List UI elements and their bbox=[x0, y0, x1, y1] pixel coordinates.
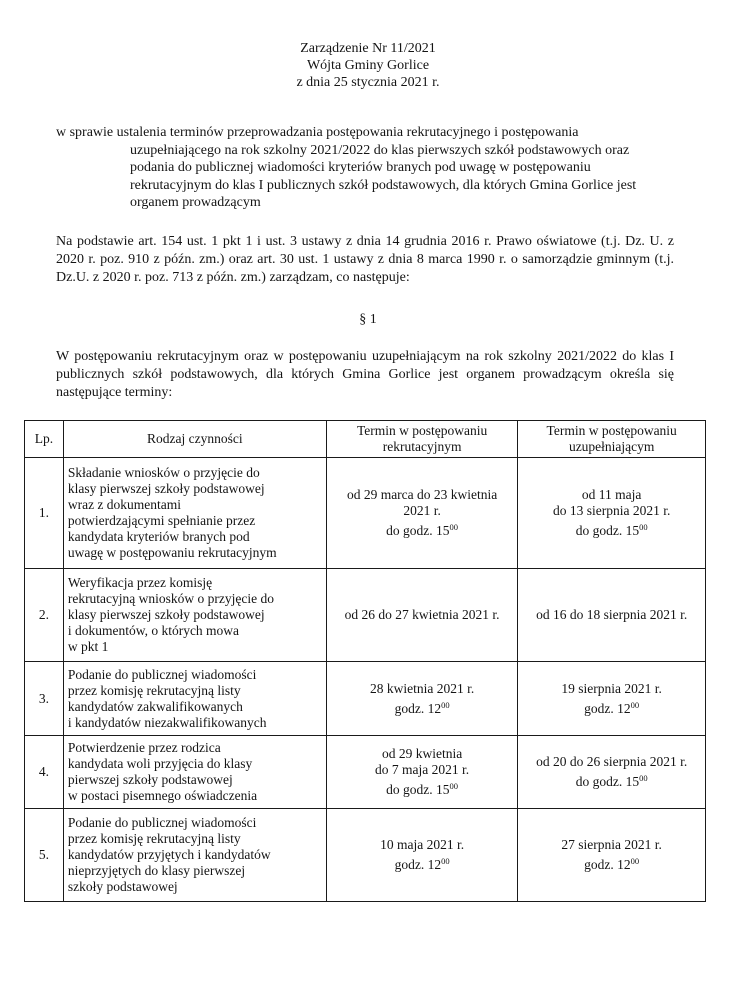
paragraph-mark: § 1 bbox=[359, 312, 377, 327]
supplementary-term-time-minutes: 00 bbox=[639, 522, 648, 532]
recruitment-term-time-minutes: 00 bbox=[441, 699, 450, 710]
supplementary-term-date: od 16 do 18 sierpnia 2021 r. bbox=[536, 607, 688, 622]
supplementary-term bbox=[518, 458, 706, 569]
header-recruitment: Termin w postępowaniu rekrutacyjnym bbox=[326, 421, 517, 458]
recruitment-term-time-minutes: 00 bbox=[441, 856, 450, 866]
table-row bbox=[25, 458, 706, 569]
supplementary-term-time-text: godz. 12 bbox=[584, 857, 631, 872]
supplementary-term-date: od 11 maja do 13 sierpnia 2021 r. bbox=[552, 487, 671, 518]
recruitment-term-date: od 26 do 27 kwietnia 2021 r. bbox=[344, 607, 500, 622]
supplementary-term bbox=[518, 809, 706, 902]
row-number: 3. bbox=[25, 662, 64, 736]
legal-basis: Na podstawie art. 154 ust. 1 pkt 1 i ust. 3 ustawy z dnia 14 grudnia 2016 r. Prawo oświatowe (t.j. Dz. U. z 2020 r. poz. 910 z późn. zm.) oraz art. 30 ust. 1 ustawy z dnia 8 marca 1990 r. o samorządzie gminnym (t.j. Dz.U. z 2020 r. poz. 713 z późn. zm.) zarządzam, co następuje: bbox=[56, 234, 674, 285]
supplementary-term-time bbox=[522, 853, 701, 873]
supplementary-term bbox=[518, 662, 706, 736]
document-header bbox=[0, 40, 736, 91]
supplementary-term-date: 19 sierpnia 2021 r. bbox=[561, 680, 662, 696]
supplementary-term-time-minutes: 00 bbox=[630, 699, 640, 710]
table-row bbox=[25, 736, 706, 809]
paragraph-intro: W postępowaniu rekrutacyjnym oraz w postępowaniu uzupełniającym na rok szkolny 2021/2022 do klas I publicznych szkół podstawowych, dla których Gmina Gorlice jest organem prowadzącym określa się następujące terminy: bbox=[56, 349, 674, 400]
supplementary-term-time-minutes: 00 bbox=[630, 856, 640, 866]
supplementary-term-time bbox=[522, 770, 701, 790]
recruitment-term-time bbox=[331, 519, 513, 539]
supplementary-term bbox=[518, 569, 706, 662]
supplementary-term-time bbox=[522, 697, 701, 717]
recruitment-term bbox=[326, 809, 517, 902]
row-activity: Składanie wniosków o przyjęcie do klasy pierwszej szkoły podstawowej wraz z dokumentami potwierdzającymi spełnianie przez kandydata kryteriów branych pod uwagę w postępowaniu rekrutacyjnym bbox=[63, 458, 326, 569]
recruitment-term-date: od 29 marca do 23 kwietnia 2021 r. bbox=[346, 487, 498, 518]
header-supplementary: Termin w postępowaniu uzupełniającym bbox=[518, 421, 706, 458]
subject-first-line: w sprawie ustalenia terminów przeprowadzania postępowania rekrutacyjnego i postępowania bbox=[56, 125, 579, 140]
table-row bbox=[25, 809, 706, 902]
recruitment-term-time-minutes: 00 bbox=[449, 781, 459, 791]
recruitment-term-date: 10 maja 2021 r. bbox=[380, 837, 465, 852]
schedule-table bbox=[24, 420, 706, 902]
recruitment-term bbox=[326, 736, 517, 809]
supplementary-term-date: od 20 do 26 sierpnia 2021 r. bbox=[536, 754, 688, 769]
supplementary-term-time-text: do godz. 15 bbox=[575, 523, 640, 538]
recruitment-term-time bbox=[331, 697, 513, 717]
recruitment-term-date: 28 kwietnia 2021 r. bbox=[369, 680, 475, 696]
recruitment-term-time-text: do godz. 15 bbox=[386, 782, 450, 797]
document-subject bbox=[56, 124, 674, 212]
supplementary-term-time-minutes: 00 bbox=[639, 773, 648, 783]
document-date: z dnia 25 stycznia 2021 r. bbox=[296, 75, 440, 90]
recruitment-term-time bbox=[331, 778, 513, 798]
recruitment-term-time-minutes: 00 bbox=[449, 522, 459, 532]
recruitment-term-time-text: do godz. 15 bbox=[386, 523, 450, 538]
row-activity: Podanie do publicznej wiadomości przez komisję rekrutacyjną listy kandydatów przyjętych i kandydatów nieprzyjętych do klasy pierwszej szkoły podstawowej bbox=[63, 809, 326, 902]
supplementary-term-date: 27 sierpnia 2021 r. bbox=[561, 837, 662, 852]
table-row bbox=[25, 569, 706, 662]
document-title: Zarządzenie Nr 11/2021 bbox=[300, 41, 436, 56]
row-number: 5. bbox=[25, 809, 64, 902]
recruitment-term-time-text: godz. 12 bbox=[394, 857, 442, 872]
table-header-row bbox=[25, 421, 706, 458]
header-activity: Rodzaj czynności bbox=[63, 421, 326, 458]
recruitment-term bbox=[326, 458, 517, 569]
table-row bbox=[25, 662, 706, 736]
recruitment-term bbox=[326, 569, 517, 662]
recruitment-term-time bbox=[331, 853, 513, 873]
supplementary-term-time-text: do godz. 15 bbox=[575, 774, 640, 789]
document-issuer: Wójta Gminy Gorlice bbox=[306, 58, 430, 73]
row-number: 4. bbox=[25, 736, 64, 809]
row-number: 1. bbox=[25, 458, 64, 569]
supplementary-term-time-text: godz. 12 bbox=[584, 700, 631, 716]
recruitment-term-date: od 29 kwietnia do 7 maja 2021 r. bbox=[375, 746, 470, 777]
supplementary-term-time bbox=[522, 519, 701, 539]
subject-continuation: uzupełniającego na rok szkolny 2021/2022 do klas pierwszych szkół podstawowych oraz podania do publicznej wiadomości kryteriów branych pod uwagę w postępowaniu rekrutacyjnym do klas I publicznych szkół podstawowych, dla których Gmina Gorlice jest organem prowadzącym bbox=[130, 142, 637, 210]
header-lp: Lp. bbox=[25, 421, 64, 458]
recruitment-term bbox=[326, 662, 517, 736]
row-activity: Potwierdzenie przez rodzica kandydata woli przyjęcia do klasy pierwszej szkoły podstawowej w postaci pisemnego oświadczenia bbox=[63, 736, 326, 809]
row-activity: Weryfikacja przez komisję rekrutacyjną wniosków o przyjęcie do klasy pierwszej szkoły podstawowej i dokumentów, o których mowa w pkt 1 bbox=[63, 569, 326, 662]
row-number: 2. bbox=[25, 569, 64, 662]
supplementary-term bbox=[518, 736, 706, 809]
recruitment-term-time-text: godz. 12 bbox=[394, 700, 442, 716]
row-activity: Podanie do publicznej wiadomości przez komisję rekrutacyjną listy kandydatów zakwalifikowanych i kandydatów niezakwalifikowanych bbox=[63, 662, 326, 736]
